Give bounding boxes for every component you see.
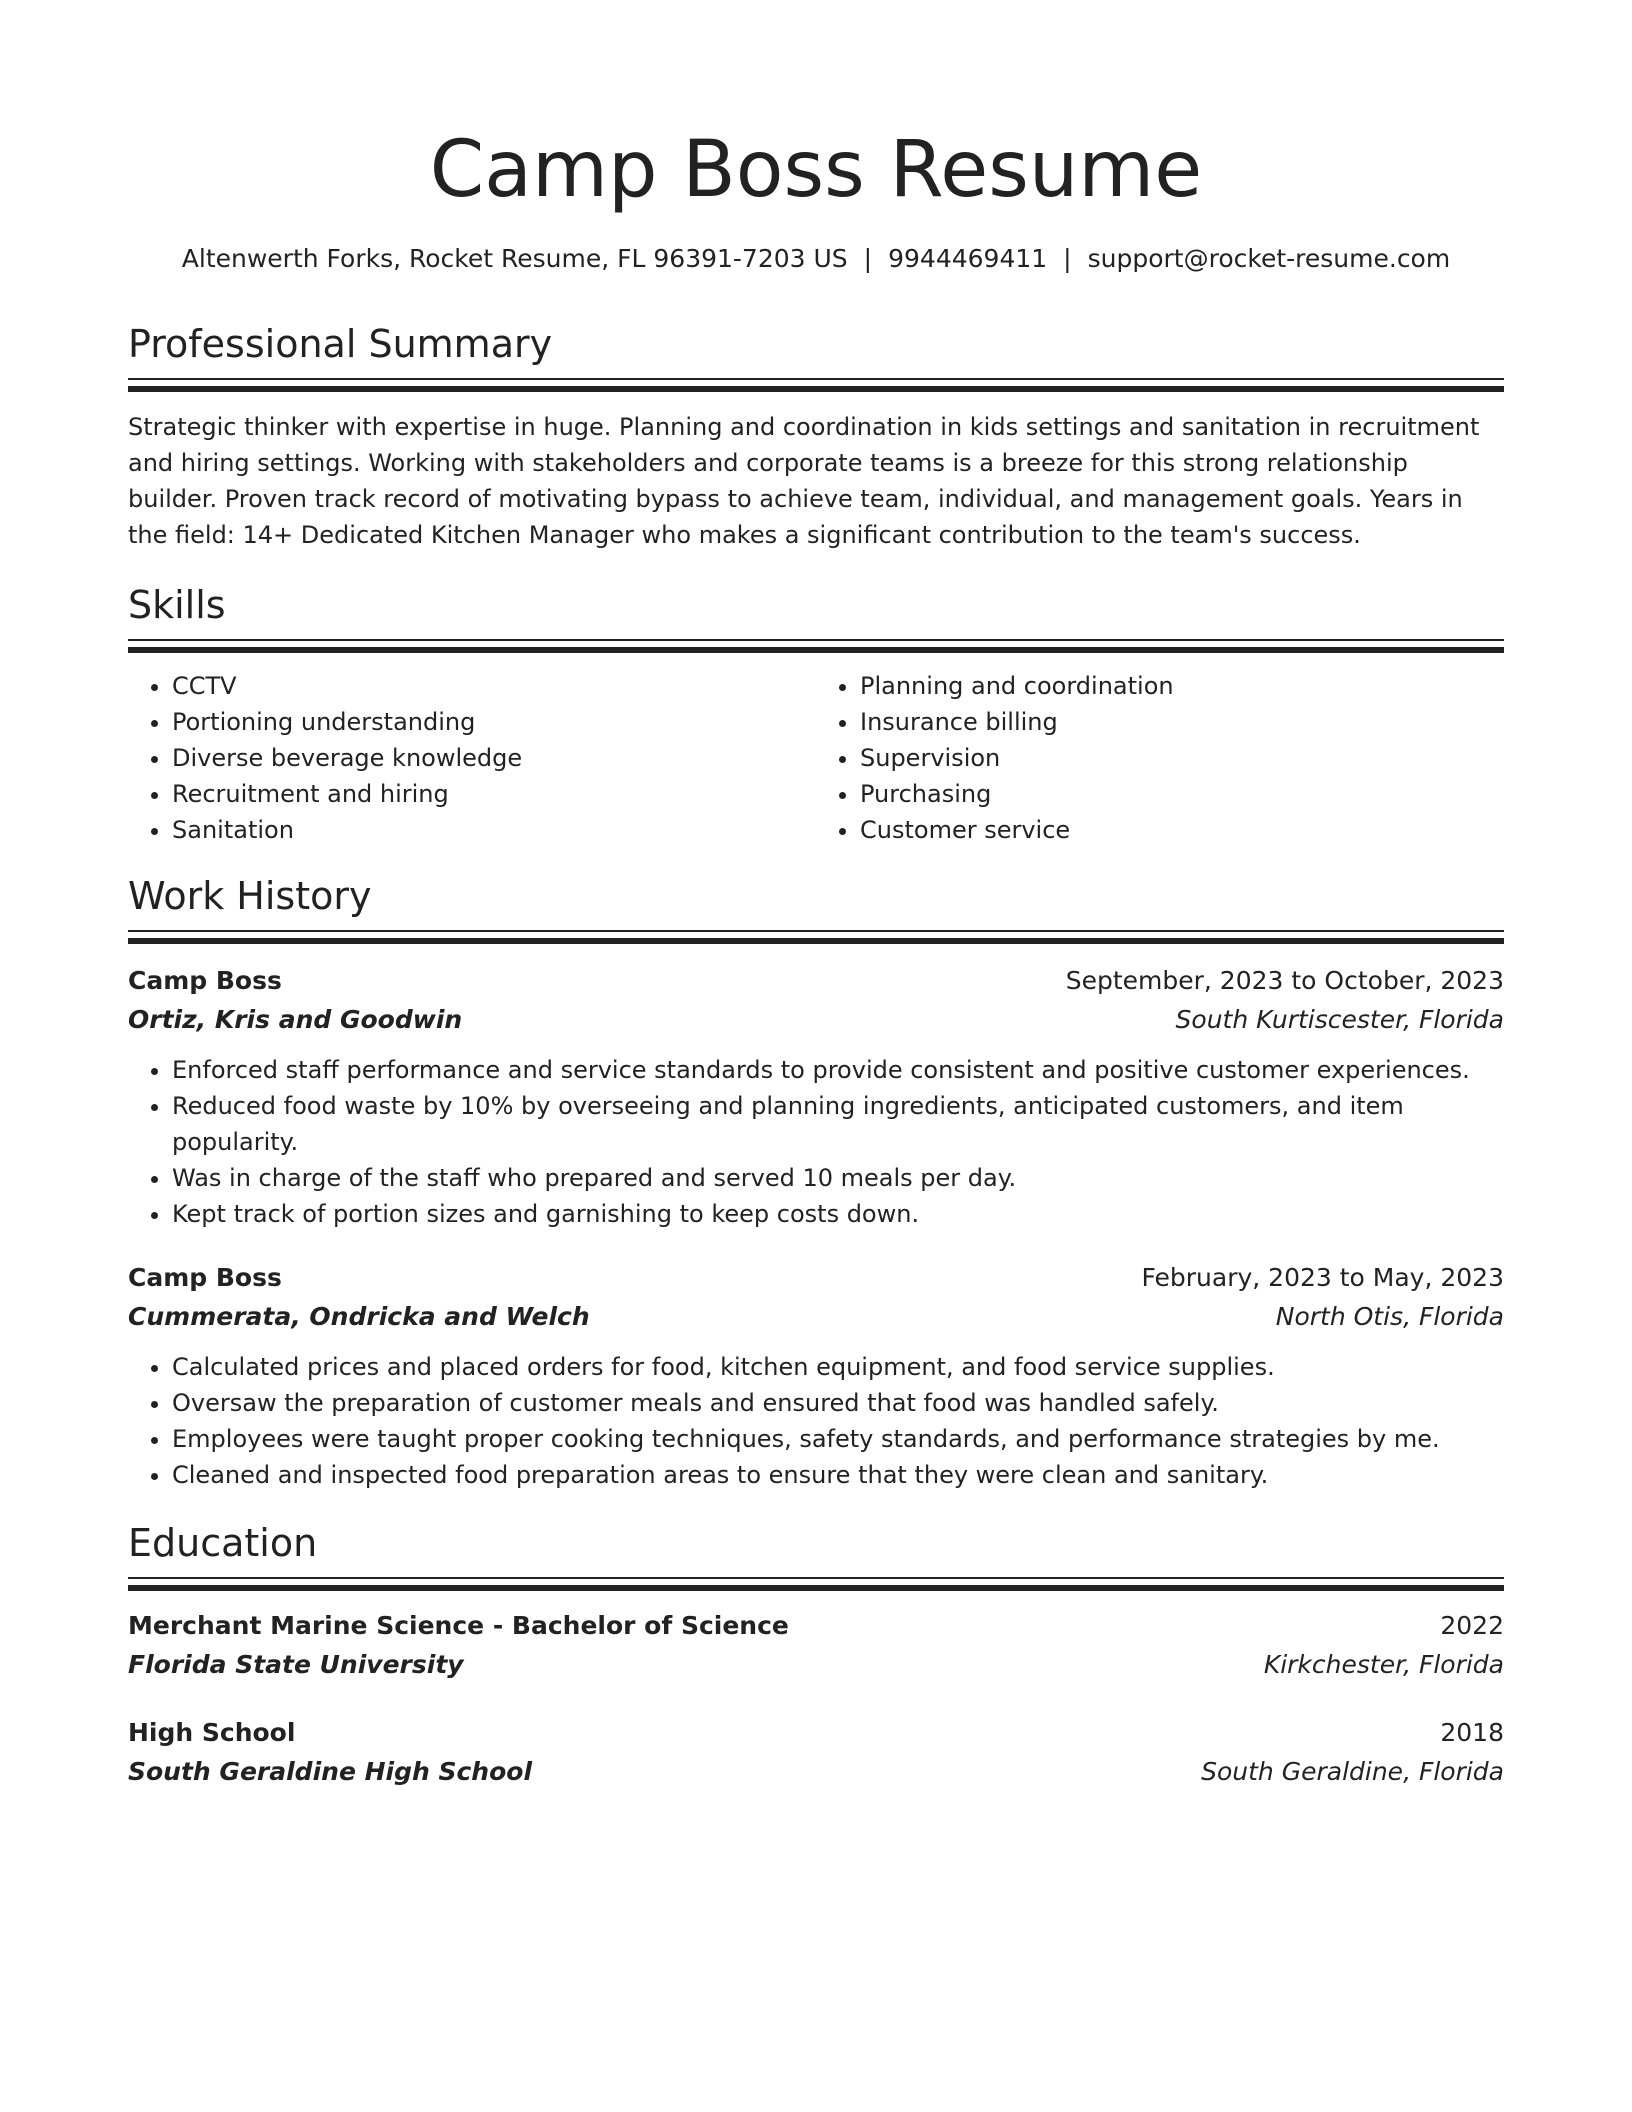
education-school: Florida State University (128, 1650, 464, 1679)
job-role: Camp Boss (128, 1263, 282, 1292)
job-location: South Kurtiscester, Florida (1175, 1005, 1504, 1034)
education-header (128, 1715, 1504, 1751)
work-history-section (128, 872, 1504, 1493)
education-section (128, 1519, 1504, 1790)
skill-item: • Recruitment and hiring (172, 776, 816, 812)
education-school: South Geraldine High School (128, 1757, 533, 1786)
education-subheader (128, 1754, 1504, 1790)
skill-item: • CCTV (172, 668, 816, 704)
job-subheader (128, 1299, 1504, 1335)
resume-title: Camp Boss Resume (429, 125, 1203, 215)
job-bullet: • Enforced staff performance and service standards to provide consistent and positive customer experiences. (172, 1052, 1504, 1088)
skill-item: • Purchasing (860, 776, 1504, 812)
contact-separator: | (1063, 244, 1072, 273)
summary-section (128, 320, 1504, 553)
section-heading-education: Education (128, 1521, 318, 1565)
section-divider (128, 1577, 1504, 1592)
skills-columns (128, 668, 1504, 848)
job-bullet: • Reduced food waste by 10% by overseeing and planning ingredients, anticipated customers, and item popularity. (172, 1088, 1504, 1160)
contact-phone: 9944469411 (888, 244, 1048, 273)
summary-text: Strategic thinker with expertise in huge. Planning and coordination in kids settings and sanitation in recruitment and hiring settings. Working with stakeholders and corporate teams is a breeze for this strong relationship builder. Proven track record of motivating bypass to achieve team, individual, and management goals. Years in the field: 14+ Dedicated Kitchen Manager who makes a significant contribution to the team's success. (128, 413, 1480, 549)
education-degree: Merchant Marine Science - Bachelor of Science (128, 1611, 789, 1640)
job-company: Cummerata, Ondricka and Welch (128, 1302, 590, 1331)
skill-item: • Diverse beverage knowledge (172, 740, 816, 776)
job-bullet: • Employees were taught proper cooking techniques, safety standards, and performance strategies by me. (172, 1421, 1504, 1457)
education-year: 2018 (1440, 1718, 1504, 1747)
job-bullets (128, 1052, 1504, 1232)
section-divider (128, 639, 1504, 654)
skills-list-left (128, 668, 816, 848)
job-bullet: • Was in charge of the staff who prepared and served 10 meals per day. (172, 1160, 1504, 1196)
skill-item: • Insurance billing (860, 704, 1504, 740)
skill-item: • Planning and coordination (860, 668, 1504, 704)
job-dates: February, 2023 to May, 2023 (1141, 1263, 1504, 1292)
education-location: South Geraldine, Florida (1201, 1757, 1504, 1786)
job-dates: September, 2023 to October, 2023 (1065, 966, 1504, 995)
section-heading-work-history: Work History (128, 874, 372, 918)
skill-item: • Sanitation (172, 812, 816, 848)
job-bullets (128, 1349, 1504, 1493)
job-header (128, 1260, 1504, 1296)
job-location: North Otis, Florida (1275, 1302, 1504, 1331)
contact-address: Altenwerth Forks, Rocket Resume, FL 96391-7203 US (181, 244, 848, 273)
job-role: Camp Boss (128, 966, 282, 995)
section-divider (128, 378, 1504, 393)
skill-item: • Portioning understanding (172, 704, 816, 740)
skill-item: • Customer service (860, 812, 1504, 848)
education-entry (128, 1715, 1504, 1790)
contact-line (128, 242, 1504, 276)
contact-email: support@rocket-resume.com (1087, 244, 1451, 273)
job-bullet: • Cleaned and inspected food preparation areas to ensure that they were clean and sanitary. (172, 1457, 1504, 1493)
contact-separator: | (863, 244, 873, 273)
education-header (128, 1608, 1504, 1644)
job-subheader (128, 1002, 1504, 1038)
education-degree: High School (128, 1718, 296, 1747)
skills-section (128, 581, 1504, 848)
section-heading-skills: Skills (128, 583, 226, 627)
skill-item: • Supervision (860, 740, 1504, 776)
education-location: Kirkchester, Florida (1263, 1650, 1504, 1679)
section-divider (128, 930, 1504, 945)
section-heading-summary: Professional Summary (128, 322, 553, 366)
education-entry (128, 1608, 1504, 1683)
job-entry (128, 963, 1504, 1232)
skills-list-right (816, 668, 1504, 848)
job-bullet: • Oversaw the preparation of customer meals and ensured that food was handled safely. (172, 1385, 1504, 1421)
job-bullet: • Kept track of portion sizes and garnishing to keep costs down. (172, 1196, 1504, 1232)
education-year: 2022 (1440, 1611, 1504, 1640)
job-header (128, 963, 1504, 999)
education-subheader (128, 1647, 1504, 1683)
job-company: Ortiz, Kris and Goodwin (128, 1005, 463, 1034)
job-bullet: • Calculated prices and placed orders for food, kitchen equipment, and food service supplies. (172, 1349, 1504, 1385)
job-entry (128, 1260, 1504, 1493)
